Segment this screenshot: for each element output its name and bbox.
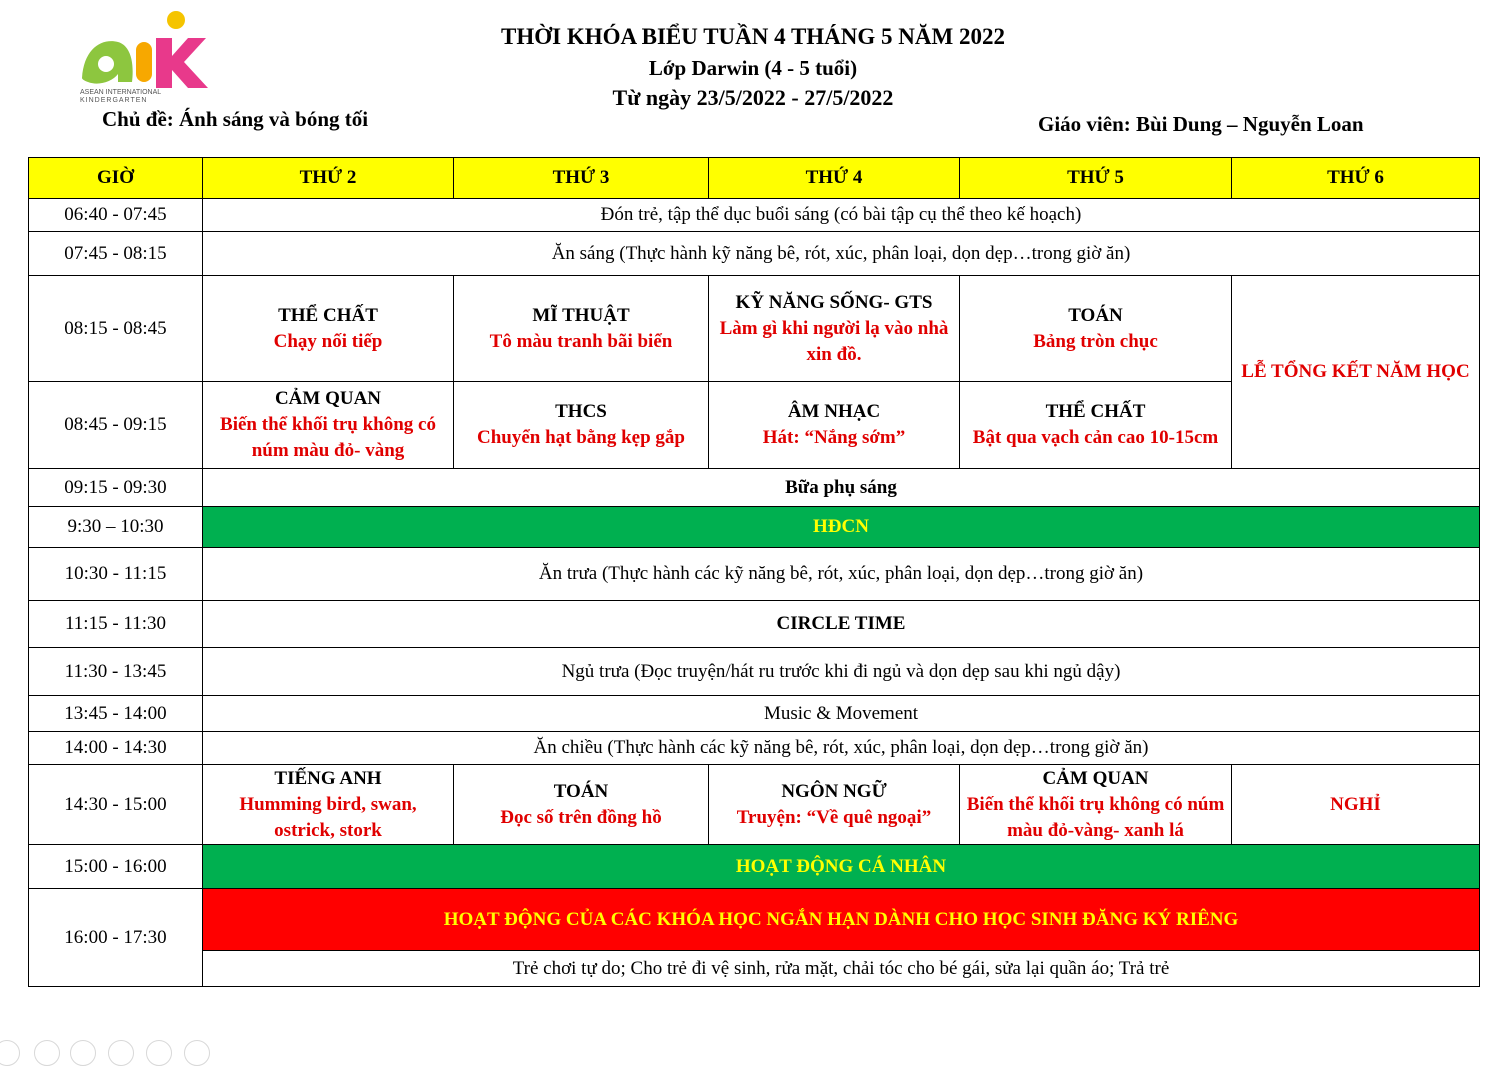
lesson-detail: Bật qua vạch cản cao 10-15cm — [972, 427, 1219, 448]
lesson-detail: Bảng tròn chục — [1033, 330, 1158, 352]
table-row — [29, 696, 1480, 732]
table-row — [29, 507, 1480, 548]
time-cell: 14:00 - 14:30 — [29, 732, 203, 765]
lesson-cell — [454, 765, 709, 845]
logo-subtitle-1: ASEAN INTERNATIONAL — [80, 89, 162, 96]
activity-cell: Ăn chiều (Thực hành các kỹ năng bê, rót, xúc, phân loại, dọn dẹp…trong giờ ăn) — [203, 732, 1480, 765]
lesson-cell — [960, 765, 1232, 845]
date-range: Từ ngày 23/5/2022 - 27/5/2022 — [612, 85, 894, 110]
lesson-subject: CẢM QUAN — [274, 388, 382, 409]
table-row — [29, 276, 1480, 382]
lesson-subject: TOÁN — [553, 780, 609, 802]
lesson-cell — [709, 382, 960, 469]
activity-band: HOẠT ĐỘNG CÁ NHÂN — [203, 845, 1480, 889]
col-header-mon: THỨ 2 — [203, 158, 454, 199]
time-cell: 9:30 – 10:30 — [29, 507, 203, 548]
activity-band: HĐCN — [203, 507, 1480, 548]
pointer-icon[interactable] — [34, 1040, 60, 1066]
lesson-subject: CẢM QUAN — [1042, 767, 1149, 789]
table-row — [29, 889, 1480, 951]
lesson-detail: Làm gì khi người lạ vào nhà xin đồ. — [719, 317, 949, 365]
activity-cell: Ăn sáng (Thực hành kỹ năng bê, rót, xúc, phân loại, dọn dẹp…trong giờ ăn) — [203, 232, 1480, 276]
lesson-detail: Biến thể khối trụ không có núm màu đỏ-vàng- xanh lá — [966, 793, 1225, 841]
lesson-detail: Biến thể khối trụ không có núm màu đỏ- vàng — [220, 414, 436, 461]
lesson-detail: Truyện: “Về quê ngoại” — [736, 806, 932, 828]
lesson-subject: TOÁN — [1068, 304, 1123, 326]
prev-icon[interactable] — [0, 1040, 20, 1066]
page-title: THỜI KHÓA BIỂU TUẦN 4 THÁNG 5 NĂM 2022 — [501, 24, 1005, 49]
lesson-subject: MĨ THUẬT — [532, 304, 630, 326]
time-cell: 11:15 - 11:30 — [29, 601, 203, 648]
school-logo — [72, 8, 212, 104]
table-row — [29, 765, 1480, 845]
zoom-icon[interactable] — [146, 1040, 172, 1066]
activity-band: HOẠT ĐỘNG CỦA CÁC KHÓA HỌC NGẮN HẠN DÀNH CHO HỌC SINH ĐĂNG KÝ RIÊNG — [203, 889, 1480, 951]
lesson-detail: Humming bird, swan, ostrick, stork — [239, 793, 417, 841]
lesson-detail: Chạy nối tiếp — [273, 330, 383, 352]
lesson-cell — [203, 276, 454, 382]
activity-cell: Music & Movement — [203, 696, 1480, 732]
table-row — [29, 951, 1480, 987]
viewer-toolbar — [0, 1040, 220, 1055]
table-row — [29, 845, 1480, 889]
day-off-cell: NGHỈ — [1232, 765, 1480, 845]
col-header-thu: THỨ 5 — [960, 158, 1232, 199]
lesson-detail: Hát: “Nắng sớm” — [762, 427, 906, 448]
activity-cell: CIRCLE TIME — [203, 601, 1480, 648]
more-icon[interactable] — [184, 1040, 210, 1066]
time-cell: 08:45 - 09:15 — [29, 382, 203, 469]
logo-subtitle-2: KINDERGARTEN — [80, 97, 148, 104]
lesson-subject: KỸ NĂNG SỐNG- GTS — [735, 291, 933, 313]
class-name: Lớp Darwin (4 - 5 tuổi) — [648, 56, 858, 80]
table-row — [29, 232, 1480, 276]
lesson-detail: Đọc số trên đồng hồ — [500, 806, 662, 828]
table-row — [29, 648, 1480, 696]
lesson-subject: TIẾNG ANH — [274, 767, 382, 789]
time-cell: 16:00 - 17:30 — [29, 889, 203, 987]
lesson-cell — [203, 765, 454, 845]
activity-cell: Đón trẻ, tập thể dục buổi sáng (có bài tập cụ thể theo kế hoạch) — [203, 199, 1480, 232]
col-header-time: GIỜ — [29, 158, 203, 199]
lesson-detail: Chuyển hạt bằng kẹp gắp — [476, 427, 686, 448]
table-row — [29, 199, 1480, 232]
activity-cell: Ăn trưa (Thực hành các kỹ năng bê, rót, xúc, phân loại, dọn dẹp…trong giờ ăn) — [203, 548, 1480, 601]
pen-icon[interactable] — [70, 1040, 96, 1066]
time-cell: 07:45 - 08:15 — [29, 232, 203, 276]
ceremony-cell: LỄ TỔNG KẾT NĂM HỌC — [1232, 276, 1480, 469]
lesson-subject: NGÔN NGỮ — [781, 780, 887, 802]
time-cell: 09:15 - 09:30 — [29, 469, 203, 507]
col-header-wed: THỨ 4 — [709, 158, 960, 199]
col-header-tue: THỨ 3 — [454, 158, 709, 199]
teacher-label: Giáo viên: Bùi Dung – Nguyễn Loan — [1038, 112, 1364, 136]
lesson-cell — [709, 276, 960, 382]
time-cell: 14:30 - 15:00 — [29, 765, 203, 845]
time-cell: 08:15 - 08:45 — [29, 276, 203, 382]
table-row — [29, 548, 1480, 601]
lesson-subject: ÂM NHẠC — [787, 401, 881, 422]
topic-label: Chủ đề: Ánh sáng và bóng tối — [102, 107, 369, 131]
time-cell: 11:30 - 13:45 — [29, 648, 203, 696]
header-row — [29, 158, 1480, 199]
activity-cell: Ngủ trưa (Đọc truyện/hát ru trước khi đi ngủ và dọn dẹp sau khi ngủ dậy) — [203, 648, 1480, 696]
activity-cell: Bữa phụ sáng — [203, 469, 1480, 507]
lesson-cell — [454, 382, 709, 469]
table-row — [29, 469, 1480, 507]
slides-icon[interactable] — [108, 1040, 134, 1066]
col-header-fri: THỨ 6 — [1232, 158, 1480, 199]
lesson-detail: Tô màu tranh bãi biển — [489, 330, 673, 352]
activity-cell: Trẻ chơi tự do; Cho trẻ đi vệ sinh, rửa mặt, chải tóc cho bé gái, sửa lại quần áo; Trả trẻ — [203, 951, 1480, 987]
lesson-cell — [960, 382, 1232, 469]
lesson-subject: THỂ CHẤT — [1045, 401, 1146, 422]
table-row — [29, 601, 1480, 648]
lesson-cell — [203, 382, 454, 469]
time-cell: 13:45 - 14:00 — [29, 696, 203, 732]
time-cell: 15:00 - 16:00 — [29, 845, 203, 889]
timetable — [28, 157, 1480, 987]
lesson-subject: THỂ CHẤT — [278, 304, 378, 326]
lesson-subject: THCS — [555, 401, 607, 422]
lesson-cell — [454, 276, 709, 382]
time-cell: 06:40 - 07:45 — [29, 199, 203, 232]
lesson-cell — [709, 765, 960, 845]
time-cell: 10:30 - 11:15 — [29, 548, 203, 601]
table-row — [29, 732, 1480, 765]
lesson-cell — [960, 276, 1232, 382]
